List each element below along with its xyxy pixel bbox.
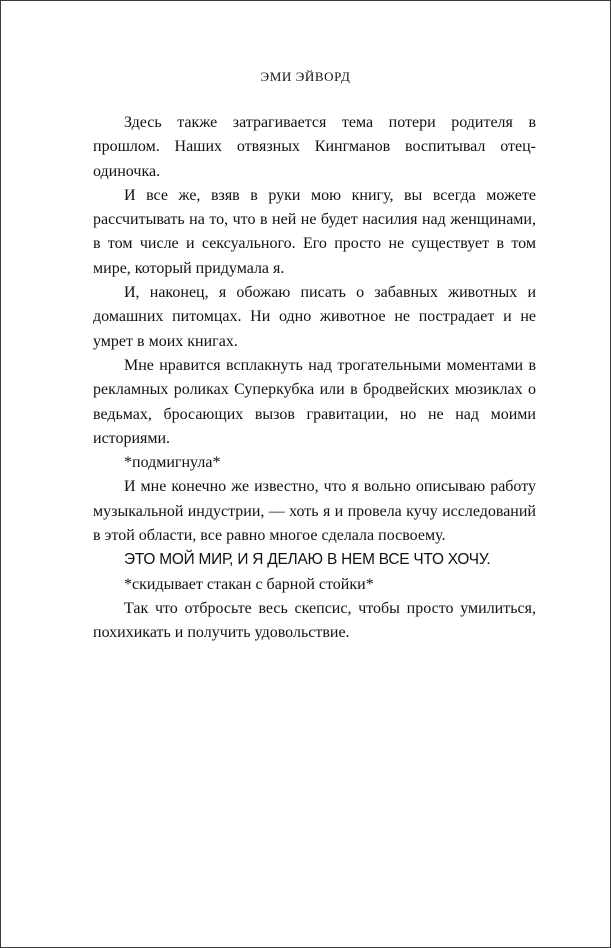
paragraph-music-industry: И мне конечно же известно, что я вольно описываю работу музыкальной индустрии, — хоть я и провела кучу исследований в этой области, все равно многое сделала посвоему. <box>93 478 536 545</box>
paragraph-wink: *подмигнула* <box>124 454 221 472</box>
page-body-text <box>93 111 536 646</box>
paragraph-no-violence: И все же, взяв в руки мою книгу, вы всегда можете рассчитывать на то, что в ней не будет насилия над женщинами, в том числе и сексуального. Его просто не существует в том мире, который придумала я. <box>93 186 536 277</box>
paragraph-animals: И, наконец, я обожаю писать о забавных животных и домашних питомцах. Ни одно животное не пострадает и не умрет в моих книгах. <box>93 284 536 350</box>
paragraph-glass: *скидывает стакан с барной стойки* <box>124 575 374 593</box>
running-head-author: ЭМИ ЭЙВОРД <box>260 69 351 84</box>
paragraph-enjoy: Так что отбросьте весь скепсис, чтобы просто умилиться, похихикать и получить удовольствие. <box>93 599 536 642</box>
paragraph-my-world: ЭТО МОЙ МИР, И Я ДЕЛАЮ В НЕМ ВСЕ ЧТО ХОЧУ. <box>124 551 491 569</box>
paragraph-crying: Мне нравится всплакнуть над трогательными моментами в рекламных роликах Суперкубка или в бродвейских мюзиклах о ведьмах, бросающих вызов гравитации, но не над моими историями. <box>93 356 536 447</box>
paragraph-parent-loss: Здесь также затрагивается тема потери родителя в прошлом. Наших отвязных Кингманов воспитывал отец-одиночка. <box>93 114 536 180</box>
